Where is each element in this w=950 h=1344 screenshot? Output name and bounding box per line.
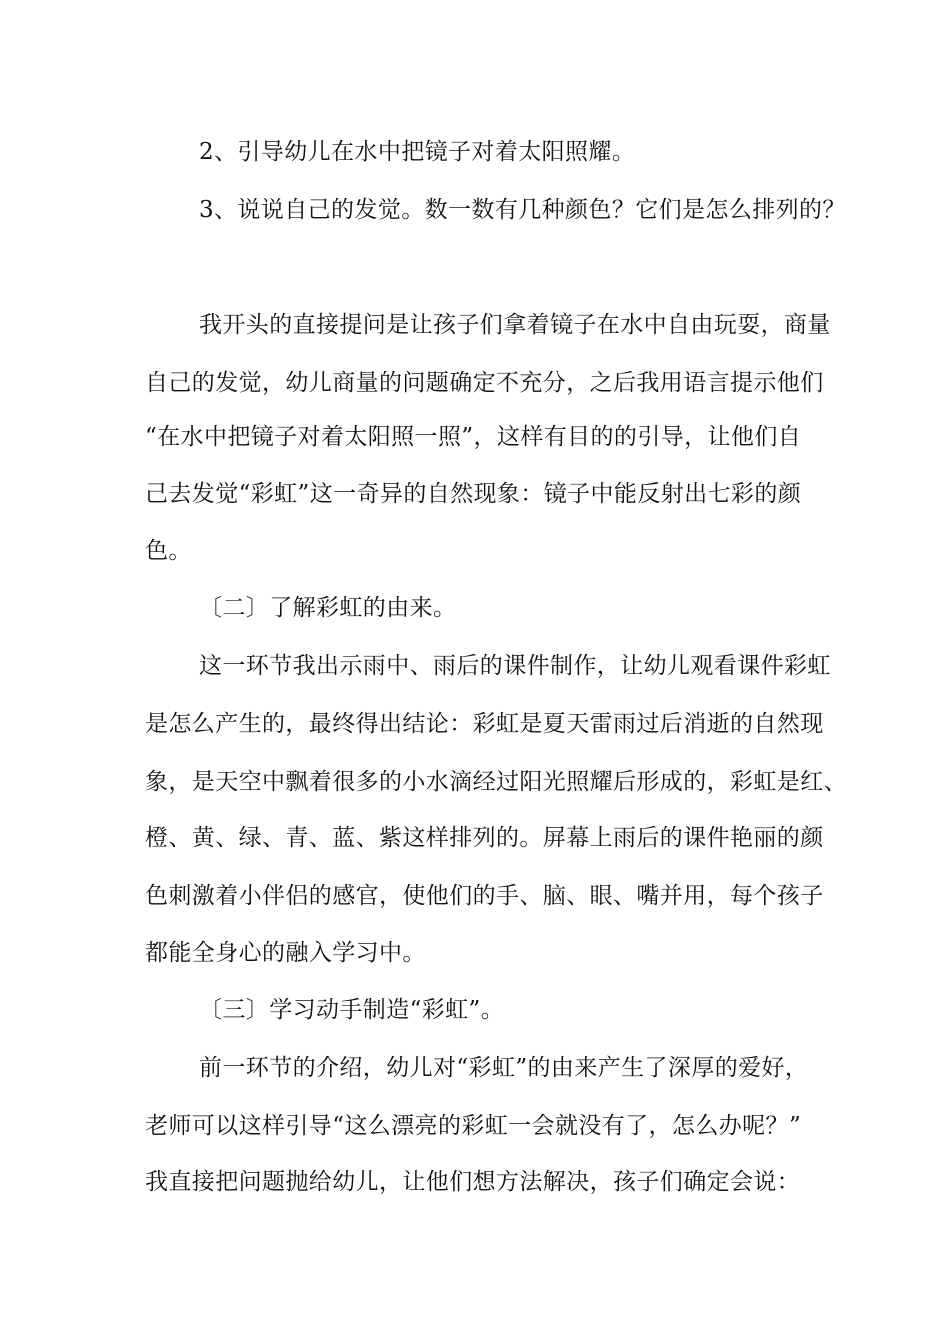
- text-line: 色刺激着小伴侣的感官，使他们的手、脑、眼、嘴并用，每个孩子: [145, 883, 824, 909]
- text-line: 这一环节我出示雨中、雨后的课件制作，让幼儿观看课件彩虹: [199, 653, 831, 679]
- text-line: 我直接把问题抛给幼儿，让他们想方法解决，孩子们确定会说：: [145, 1169, 801, 1195]
- text-line: “在水中把镜子对着太阳照一照”，这样有目的的引导，让他们自: [145, 424, 802, 450]
- text-line: 3、说说自己的发觉。数一数有几种颜色？它们是怎么排列的？: [199, 197, 846, 223]
- text-line: 都能全身心的融入学习中。: [145, 940, 426, 966]
- section-heading: 〔二〕了解彩虹的由来。: [199, 595, 457, 621]
- text-line: 象，是天空中飘着很多的小水滴经过阳光照耀后形成的，彩虹是红、: [145, 769, 847, 795]
- text-line: 2、引导幼儿在水中把镜子对着太阳照耀。: [199, 139, 636, 165]
- text-line: 色。: [145, 538, 192, 564]
- text-line: 前一环节的介绍，幼儿对“彩虹”的由来产生了深厚的爱好，: [199, 1055, 809, 1081]
- text-line: 己去发觉“彩虹”这一奇异的自然现象：镜子中能反射出七彩的颜: [145, 481, 802, 507]
- text-line: 老师可以这样引导“这么漂亮的彩虹一会就没有了，怎么办呢？”: [145, 1113, 802, 1139]
- text-line: 是怎么产生的，最终得出结论：彩虹是夏天雷雨过后消逝的自然现: [145, 711, 824, 737]
- text-line: 橙、黄、绿、青、蓝、紫这样排列的。屏幕上雨后的课件艳丽的颜: [145, 825, 824, 851]
- text-line: 我开头的直接提问是让孩子们拿着镜子在水中自由玩耍，商量: [199, 312, 831, 338]
- section-heading: 〔三〕学习动手制造“彩虹”。: [199, 997, 505, 1023]
- text-line: 自己的发觉，幼儿商量的问题确定不充分，之后我用语言提示他们: [145, 370, 824, 396]
